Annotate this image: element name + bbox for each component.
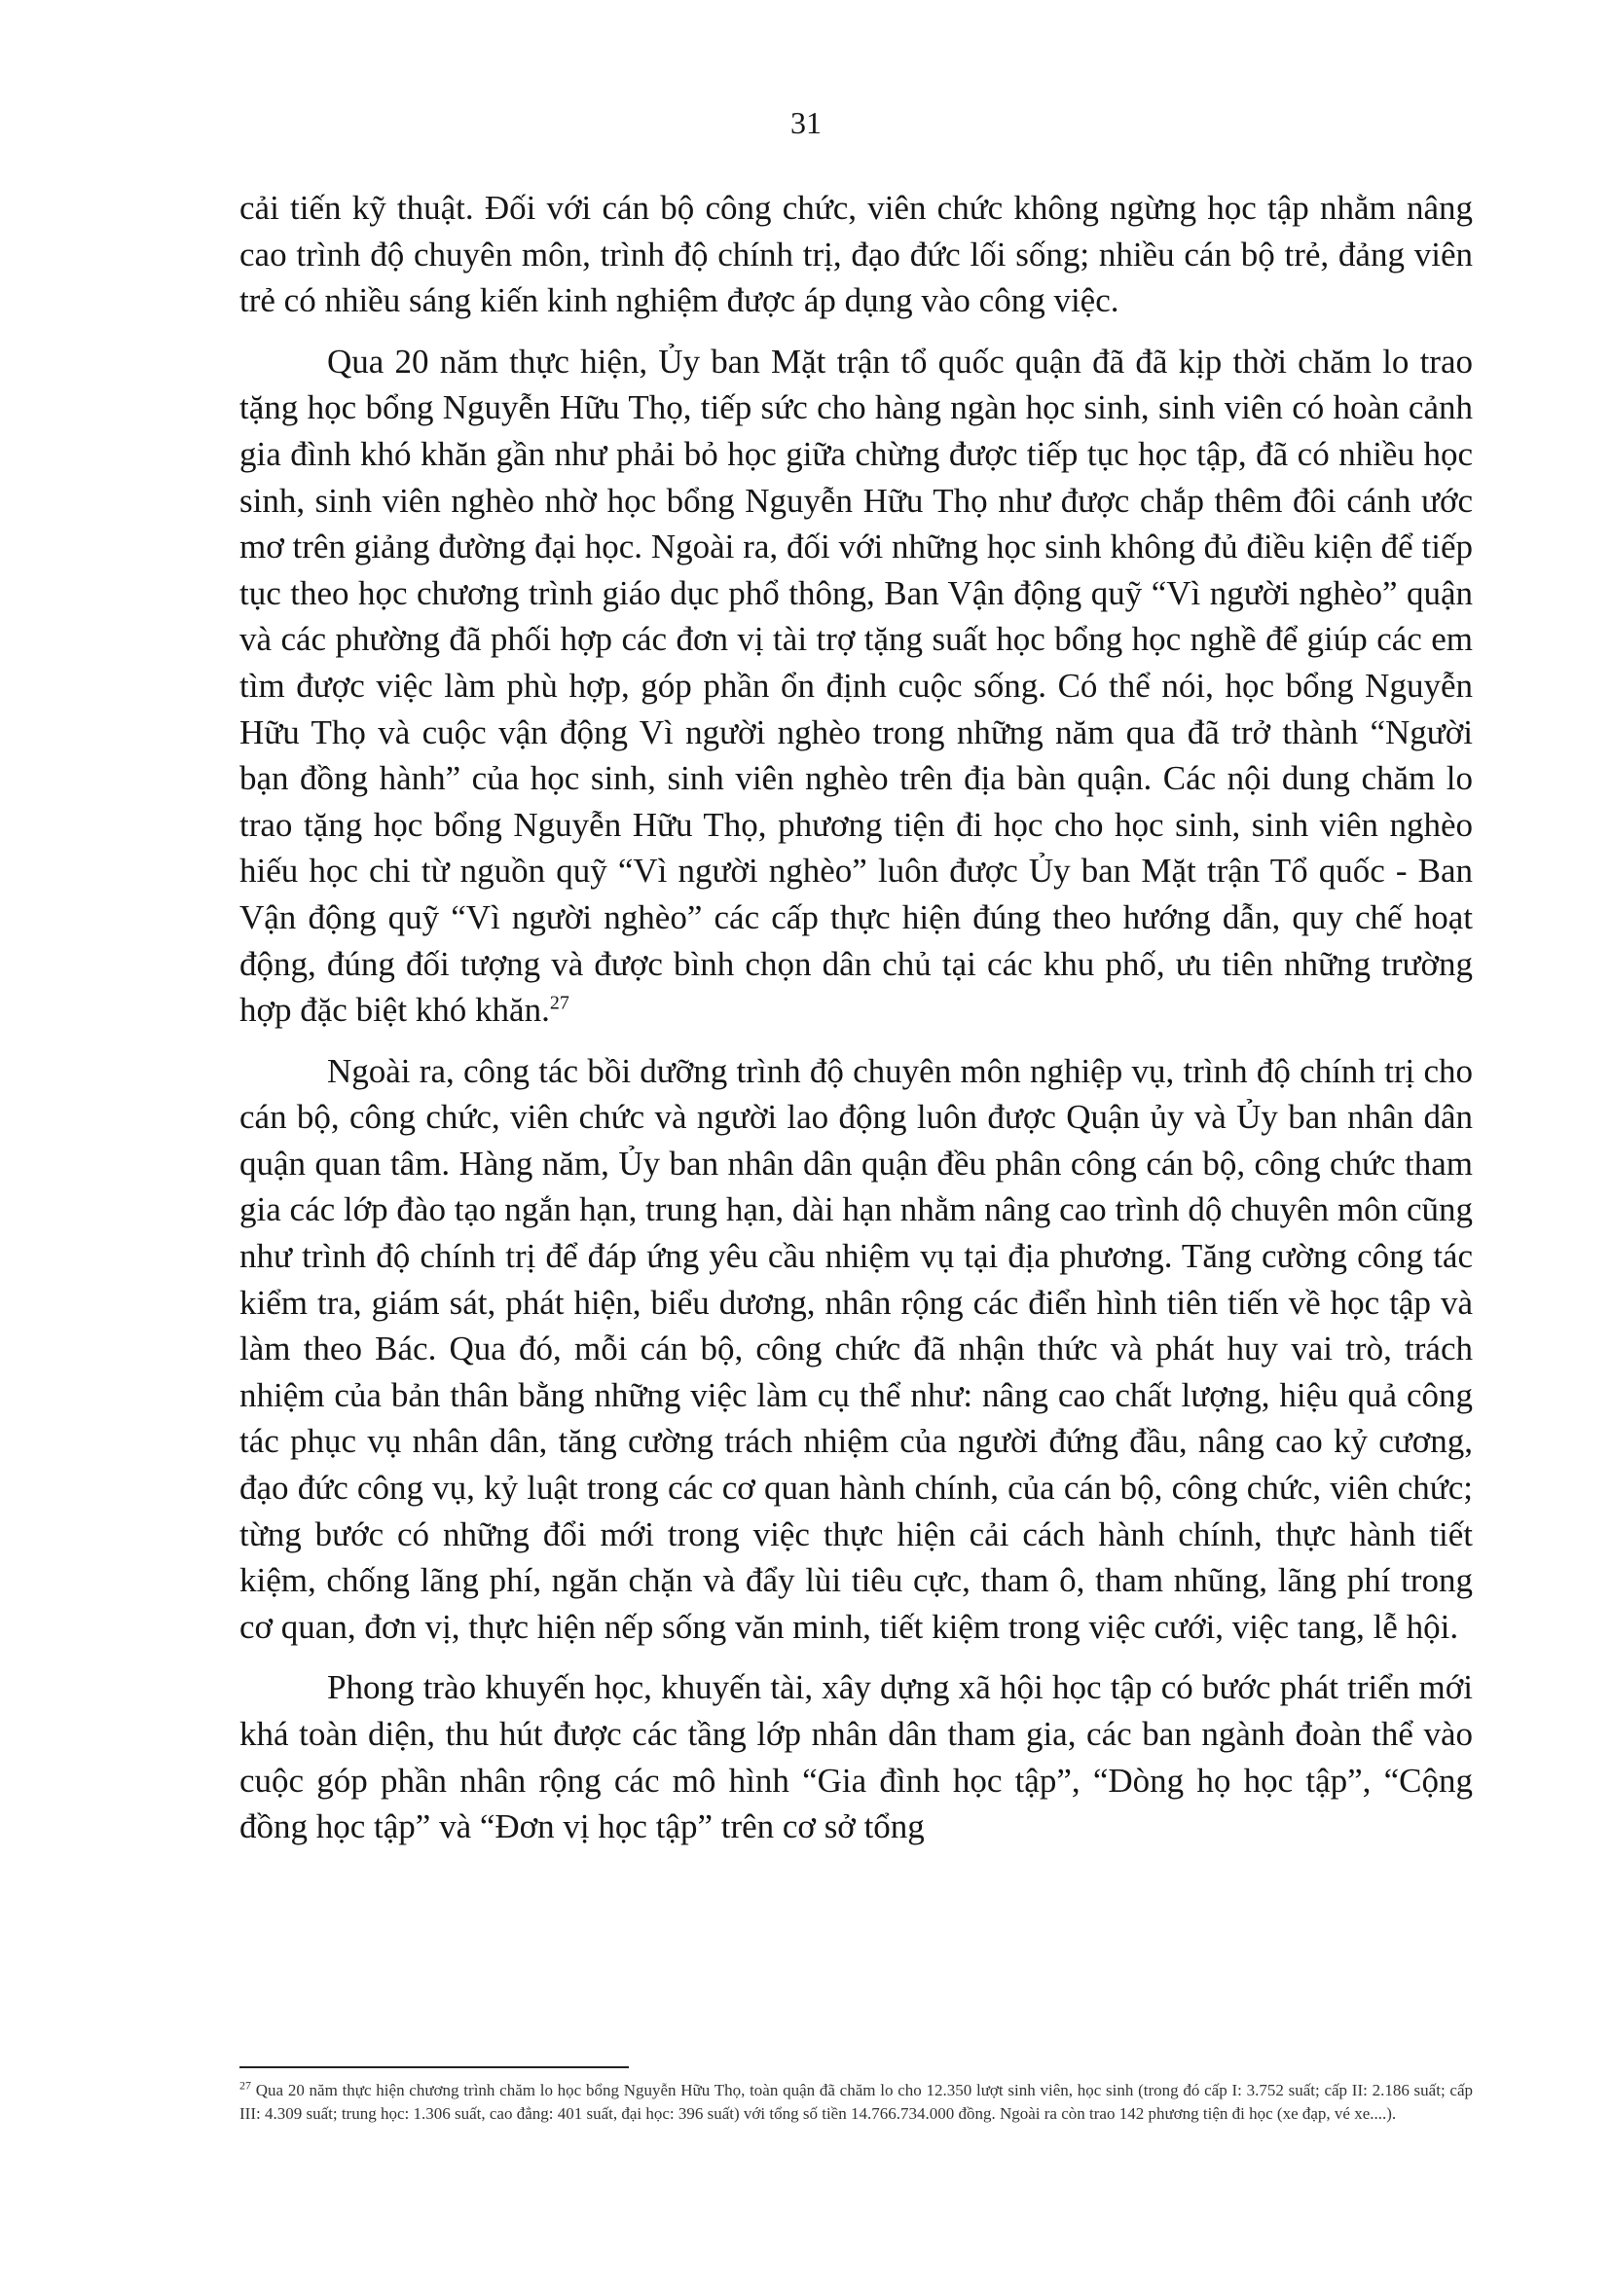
paragraph-3 — [239, 1048, 1473, 1651]
paragraph-2-text: Qua 20 năm thực hiện, Ủy ban Mặt trận tổ quốc quận đã đã kịp thời chăm lo trao tặng học bổng Nguyễn Hữu Thọ, tiếp sức cho hàng ngàn học sinh, sinh viên có hoàn cảnh gia đình khó khăn gần như phải bỏ học giữa chừng được tiếp tục học tập, đã có nhiều học sinh, sinh viên nghèo nhờ học bổng Nguyễn Hữu Thọ như được chắp thêm đôi cánh ước mơ trên giảng đường đại học. Ngoài ra, đối với những học sinh không đủ điều kiện để tiếp tục theo học chương trình giáo dục phổ thông, Ban Vận động quỹ “Vì người nghèo” quận và các phường đã phối hợp các đơn vị tài trợ tặng suất học bổng học nghề để giúp các em tìm được việc làm phù hợp, góp phần ổn định cuộc sống. Có thể nói, học bổng Nguyễn Hữu Thọ và cuộc vận động Vì người nghèo trong những năm qua đã trở thành “Người bạn đồng hành” của học sinh, sinh viên nghèo trên địa bàn quận. Các nội dung chăm lo trao tặng học bổng Nguyễn Hữu Thọ, phương tiện đi học cho học sinh, sinh viên nghèo hiếu học chi từ nguồn quỹ “Vì người nghèo” luôn được Ủy ban Mặt trận Tổ quốc - Ban Vận động quỹ “Vì người nghèo” các cấp thực hiện đúng theo hướng dẫn, quy chế hoạt động, đúng đối tượng và được bình chọn dân chủ tại các khu phố, ưu tiên những trường hợp đặc biệt khó khăn. — [239, 342, 1473, 1030]
footnote-text: Qua 20 năm thực hiện chương trình chăm lo học bổng Nguyễn Hữu Thọ, toàn quận đã chăm lo cho 12.350 lượt sinh viên, học sinh (trong đó cấp I: 3.752 suất; cấp II: 2.186 suất; cấp III: 4.309 suất; trung học: 1.306 suất, cao đẳng: 401 suất, đại học: 396 suất) với tổng số tiền 14.766.734.000 đồng. Ngoài ra còn trao 142 phương tiện đi học (xe đạp, vé xe....). — [239, 2081, 1474, 2123]
footnote-reference: 27 — [549, 992, 569, 1014]
page-number: 31 — [790, 105, 822, 140]
paragraph-1 — [239, 185, 1473, 324]
footnote-divider — [239, 2066, 629, 2068]
body-text — [239, 185, 1473, 1850]
footnote — [239, 2079, 1473, 2126]
paragraph-4-text: Phong trào khuyến học, khuyến tài, xây dựng xã hội học tập có bước phát triển mới khá toàn diện, thu hút được các tầng lớp nhân dân tham gia, các ban ngành đoàn thể vào cuộc góp phần nhân rộng các mô hình “Gia đình học tập”, “Dòng họ học tập”, “Cộng đồng học tập” và “Đơn vị học tập” trên cơ sở tổng — [239, 1668, 1473, 1846]
paragraph-1-text: cải tiến kỹ thuật. Đối với cán bộ công chức, viên chức không ngừng học tập nhằm nâng cao trình độ chuyên môn, trình độ chính trị, đạo đức lối sống; nhiều cán bộ trẻ, đảng viên trẻ có nhiều sáng kiến kinh nghiệm được áp dụng vào công việc. — [239, 189, 1473, 320]
footnote-marker: 27 — [239, 2078, 251, 2093]
paragraph-4 — [239, 1664, 1473, 1849]
paragraph-3-text: Ngoài ra, công tác bồi dưỡng trình độ chuyên môn nghiệp vụ, trình độ chính trị cho cán bộ, công chức, viên chức và người lao động luôn được Quận ủy và Ủy ban nhân dân quận quan tâm. Hàng năm, Ủy ban nhân dân quận đều phân công cán bộ, công chức tham gia các lớp đào tạo ngắn hạn, trung hạn, dài hạn nhằm nâng cao trình dộ chuyên môn cũng như trình độ chính trị để đáp ứng yêu cầu nhiệm vụ tại địa phương. Tăng cường công tác kiểm tra, giám sát, phát hiện, biểu dương, nhân rộng các điển hình tiên tiến về học tập và làm theo Bác. Qua đó, mỗi cán bộ, công chức đã nhận thức và phát huy vai trò, trách nhiệm của bản thân bằng những việc làm cụ thể như: nâng cao chất lượng, hiệu quả công tác phục vụ nhân dân, tăng cường trách nhiệm của người đứng đầu, nâng cao kỷ cương, đạo đức công vụ, kỷ luật trong các cơ quan hành chính, của cán bộ, công chức, viên chức; từng bước có những đổi mới trong việc thực hiện cải cách hành chính, thực hành tiết kiệm, chống lãng phí, ngăn chặn và đẩy lùi tiêu cực, tham ô, tham nhũng, lãng phí trong cơ quan, đơn vị, thực hiện nếp sống văn minh, tiết kiệm trong việc cưới, việc tang, lễ hội. — [239, 1051, 1473, 1646]
paragraph-2 — [239, 339, 1473, 1034]
